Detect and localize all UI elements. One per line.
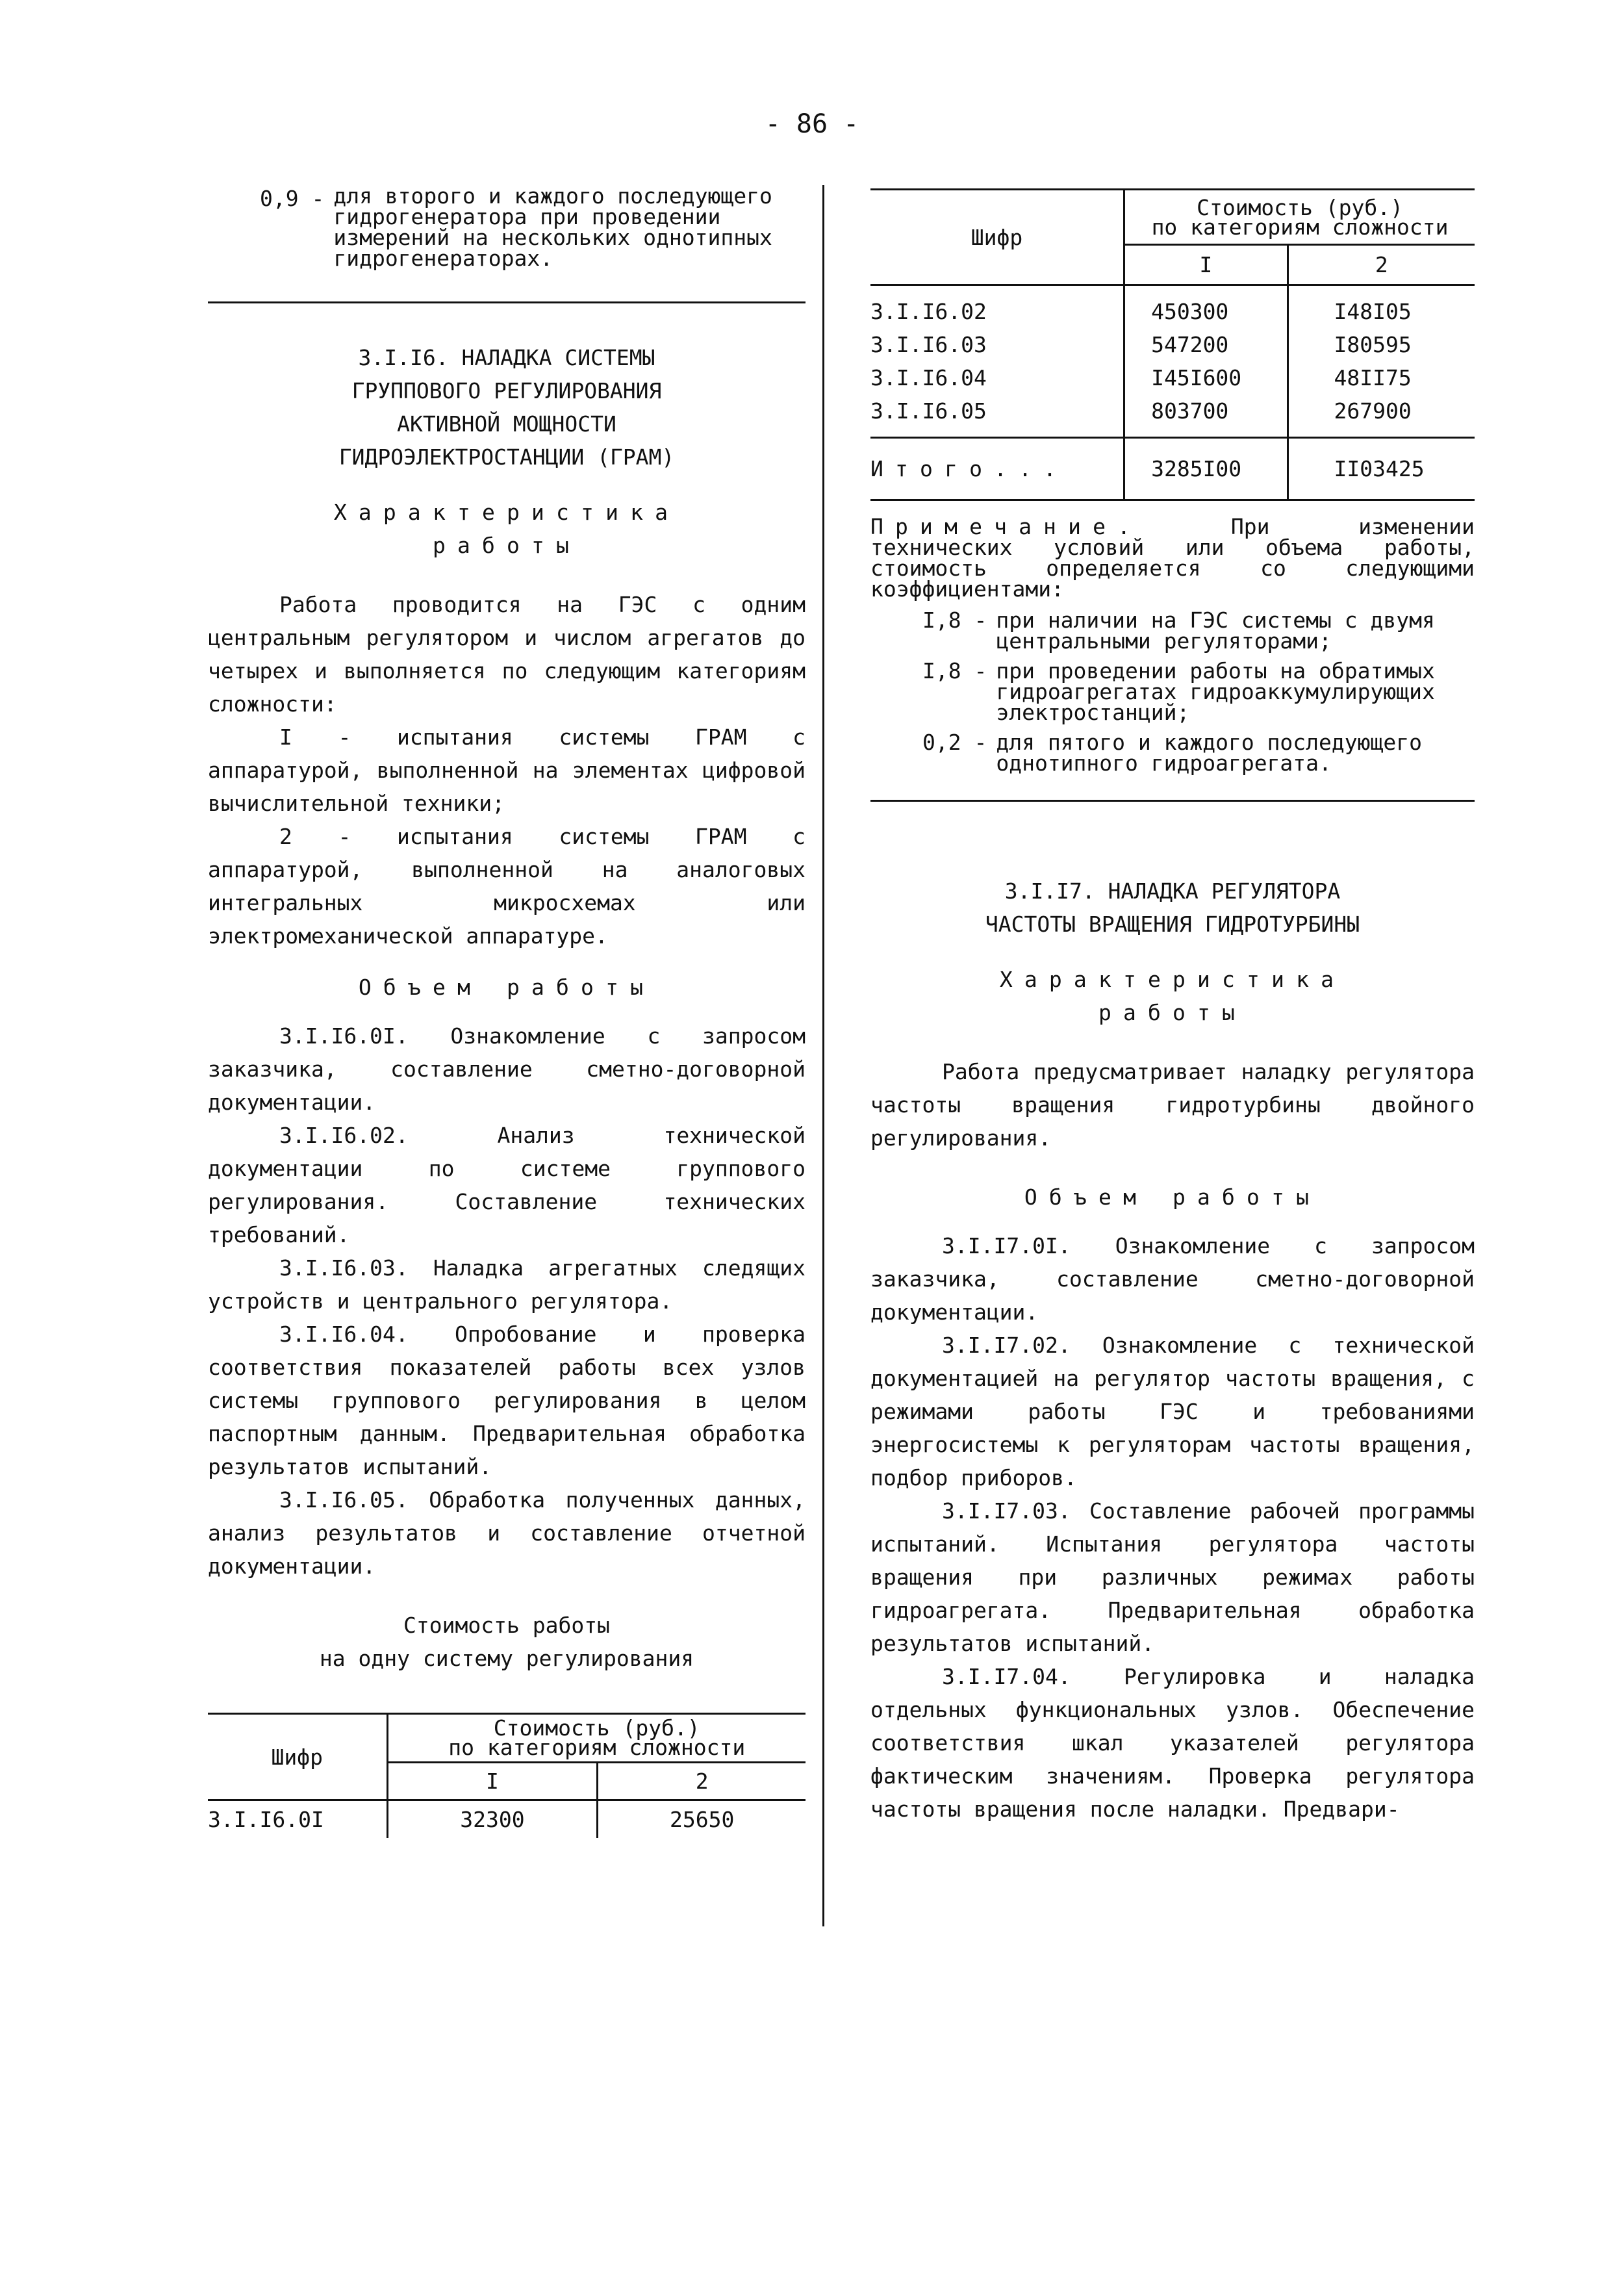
factor-text: для второго и каждого последующего гидрогенератора при проведении измерений на нескольких однотипных гидрогенераторах. [333,183,772,271]
factor-text: при наличии на ГЭС системы с двумя центральными регуляторами; [996,607,1435,654]
cost-header-line: по категориям сложности [1151,214,1449,240]
row-code: 3.I.I6.04 [870,365,987,390]
row-cost-2: 267900 [1288,394,1475,438]
section-title-line: ГРУППОВОГО РЕГУЛИРОВАНИЯ [351,378,662,403]
cost-caption [208,1609,806,1675]
section-divider [870,800,1475,802]
scope-item: 3.I.I6.03. Наладка агрегатных следящих устройств и центрального регулятора. [208,1255,806,1314]
scope-item: 3.I.I7.03. Составление рабочей программы испытаний. Испытания регулятора частоты вращения при различных режимах работы гидроагрегата. Предварительная обработка результатов испытаний. [870,1498,1475,1656]
right-column [870,188,1475,1826]
row-code: 3.I.I6.03 [870,332,987,357]
factor-text: при проведении работы на обратимых гидроагрегатах гидроаккумулирующих электростанций; [996,658,1435,725]
scope-list [870,1229,1475,1826]
row-code: 3.I.I6.02 [870,299,987,324]
note-factor [922,606,1475,652]
characteristics-text [208,588,806,952]
col-code-header: Шифр [870,190,1124,285]
note-factor [922,657,1475,723]
heading-line: Характеристика [999,967,1346,992]
scope-item: 3.I.I7.02. Ознакомление с технической документацией на регулятор частоты вращения, с режимами работы ГЭС и требованиями энергосистемы к регуляторам частоты вращения, подбор приборов. [870,1333,1475,1490]
cost-header-line: Стоимость (руб.) [493,1715,700,1741]
scope-item: 3.I.I6.02. Анализ технической документации по системе группового регулирования. Составление технических требований. [208,1123,806,1247]
caption-line: на одну систему регулирования [319,1646,694,1671]
row-cost-1: 450300 [1124,285,1288,329]
total-label: Итого... [870,438,1124,500]
section-number: 3.I.I7. [1004,878,1095,904]
scope-item: 3.I.I6.0I. Ознакомление с запросом заказчика, составление сметно-договорной документации. [208,1023,806,1115]
section-title-line: НАЛАДКА РЕГУЛЯТОРА [1108,878,1341,904]
row-cost-1: 32300 [387,1800,598,1838]
section-divider [208,301,806,303]
row-cost-2: 48II75 [1288,361,1475,394]
cat-1-header: I [1124,245,1288,285]
section-title-line: НАЛАДКА СИСТЕМЫ [461,345,655,370]
characteristics-heading [870,963,1475,1029]
note [870,514,1475,776]
section-title-line: ГИДРОЭЛЕКТРОСТАНЦИИ (ГРАМ) [338,444,675,470]
scope-list [208,1019,806,1583]
section-number: 3.I.I6. [358,345,449,370]
row-cost-2: 25650 [598,1800,806,1838]
column-divider [822,185,824,1926]
note-label: Примечание. [870,514,1143,539]
factor-value: 0,9 - [260,186,325,211]
factor-text: для пятого и каждого последующего однотипного гидроагрегата. [996,730,1422,776]
scope-heading: Объем работы [358,975,655,1000]
paragraph: 2 - испытания системы ГРАМ с аппаратурой, выполненной на аналоговых интегральных микросхемах или электромеханической аппаратуре. [208,824,806,949]
page-number: - 86 - [765,109,859,139]
section-heading [870,875,1475,941]
scope-item: 3.I.I7.0I. Ознакомление с запросом заказчика, составление сметно-договорной документации. [870,1233,1475,1325]
paragraph: Работа предусматривает наладку регулятора частоты вращения гидротурбины двойного регулирования. [870,1059,1475,1151]
col-code-header: Шифр [208,1714,387,1800]
factor-value: I,8 - [922,607,987,633]
scope-heading: Объем работы [1024,1184,1321,1210]
cost-table [208,1713,806,1838]
row-cost-1: 803700 [1124,394,1288,438]
paragraph: Работа проводится на ГЭС с одним центральным регулятором и числом агрегатов до четырех и выполняется по следующим категориям сложности: [208,592,806,717]
row-cost-1: 547200 [1124,328,1288,361]
factor-value: I,8 - [922,658,987,684]
scope-item: 3.I.I7.04. Регулировка и наладка отдельных функциональных узлов. Обеспечение соответствия шкал указателей регулятора фактическим значениям. Проверка регулятора частоты вращения после наладки. Предвари- [870,1664,1475,1822]
total-cost-2: II03425 [1288,438,1475,500]
caption-line: Стоимость работы [403,1613,610,1638]
cat-2-header: 2 [598,1763,806,1800]
scope-item: 3.I.I6.05. Обработка полученных данных, анализ результатов и составление отчетной документации. [208,1487,806,1579]
row-cost-1: I45I600 [1124,361,1288,394]
cat-1-header: I [387,1763,598,1800]
paragraph: I - испытания системы ГРАМ с аппаратурой, выполненной на элементах цифровой вычислительной техники; [208,724,806,816]
section-title-line: АКТИВНОЙ МОЩНОСТИ [397,411,616,437]
cost-header-line: Стоимость (руб.) [1197,195,1403,220]
heading-line: работы [432,533,581,558]
total-cost-1: 3285I00 [1124,438,1288,500]
cat-2-header: 2 [1288,245,1475,285]
factor-value: 0,2 - [922,730,987,755]
carry-factor [260,182,806,269]
heading-line: Характеристика [333,500,680,525]
cost-header-line: по категориям сложности [448,1735,746,1760]
scope-item: 3.I.I6.04. Опробование и проверка соответствия показателей работы всех узлов системы группового регулирования в целом паспортным данным. Предварительная обработка результатов испытаний. [208,1322,806,1479]
left-column [208,182,806,1838]
row-code: 3.I.I6.05 [870,394,1124,438]
note-text: При изменении технических условий или объема работы, стоимость определяется со следующими коэффициентами: [870,514,1475,602]
note-factor [922,728,1475,774]
heading-line: работы [1098,1000,1247,1025]
row-code: 3.I.I6.0I [208,1806,324,1832]
cost-table [870,188,1475,501]
section-heading [208,341,806,474]
row-cost-2: I80595 [1288,328,1475,361]
characteristics-heading [208,496,806,562]
row-cost-2: I48I05 [1288,285,1475,329]
col-cost-header [387,1714,806,1763]
section-title-line: ЧАСТОТЫ ВРАЩЕНИЯ ГИДРОТУРБИНЫ [985,912,1360,937]
col-cost-header [1124,190,1475,245]
